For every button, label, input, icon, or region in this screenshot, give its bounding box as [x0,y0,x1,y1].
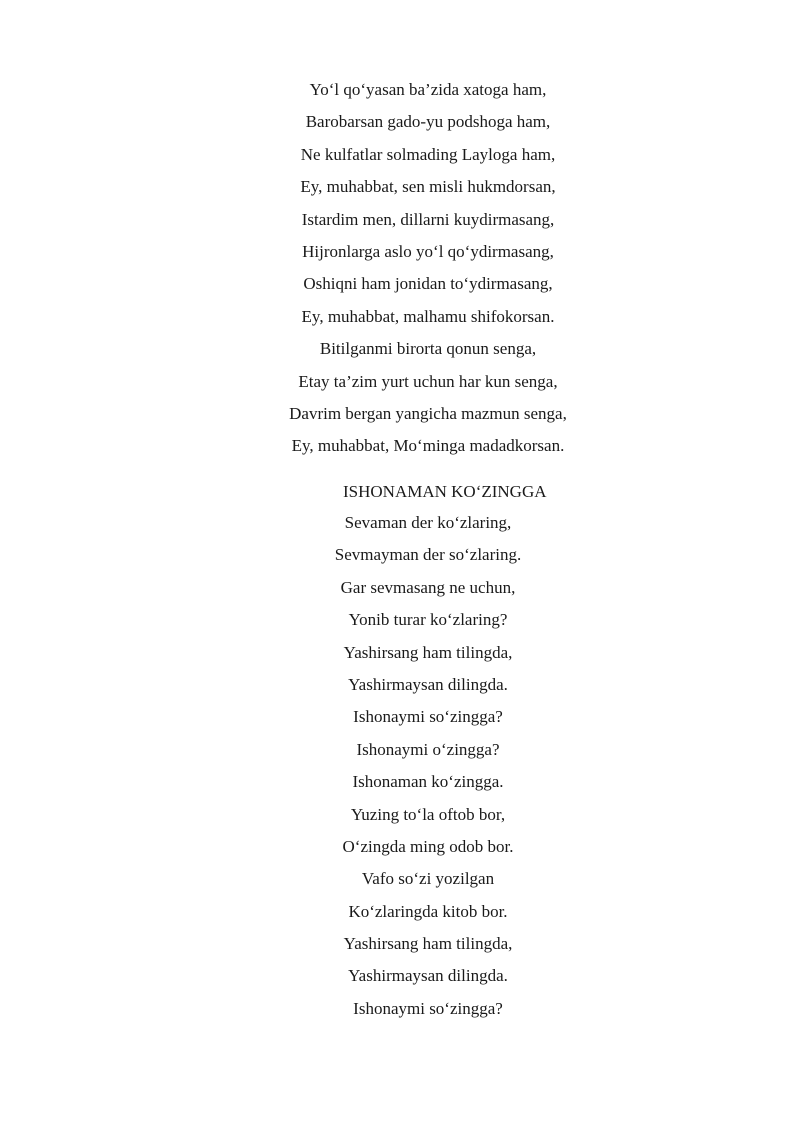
poem-line: Ishonaymi o‘zingga? [356,739,500,759]
poem-line: Hijronlarga aslo yo‘l qo‘ydirmasang, [302,241,554,261]
poem-line: Yashirsang ham tilingda, [343,934,513,954]
poem-stanzas [0,74,800,463]
poem-line: Yashirmaysan dilingda. [348,966,508,986]
poem-line: Ko‘zlaringda kitob bor. [348,901,508,921]
poem-line: Davrim bergan yangicha mazmun senga, [289,403,567,423]
poem-title: ISHONAMAN KO‘ZINGGA [343,482,547,501]
poem-line: Istardim men, dillarni kuydirmasang, [301,209,555,229]
poem-line: Sevaman der ko‘zlaring, [344,513,512,532]
poem-line: Yo‘l qo‘yasan ba’zida xatoga ham, [309,80,547,99]
poem-line: Ey, muhabbat, sen misli hukmdorsan, [300,177,556,197]
poem-line: Yuzing to‘la oftob bor, [350,804,506,824]
poem-line: Yashirmaysan dilingda. [348,674,508,694]
poem-line: Vafo so‘zi yozilgan [361,869,495,889]
poem-line: Barobarsan gado-yu podshoga ham, [305,112,551,132]
poem-line: Yonib turar ko‘zlaring? [348,610,508,630]
poem-line: Ne kulfatlar solmading Layloga ham, [300,144,556,164]
poem-body [0,507,800,1025]
poem-line: Sevmayman der so‘zlaring. [334,545,522,565]
poem-line: Ey, muhabbat, Mo‘minga madadkorsan. [291,436,565,456]
poem-line: O‘zingda ming odob bor. [342,836,514,856]
poem-line: Ishonaymi so‘zingga? [353,998,503,1018]
poem-line: Ishonaman ko‘zingga. [352,772,504,792]
poem-line: Gar sevmasang ne uchun, [340,577,516,597]
poem-line: Etay ta’zim yurt uchun har kun senga, [298,371,558,391]
poem-line: Ey, muhabbat, malhamu shifokorsan. [301,306,555,326]
poem-line: Oshiqni ham jonidan to‘ydirmasang, [303,274,553,294]
poem-line: Yashirsang ham tilingda, [343,642,513,662]
poem-line: Bitilganmi birorta qonun senga, [319,339,537,359]
poem-line: Ishonaymi so‘zingga? [353,707,503,727]
